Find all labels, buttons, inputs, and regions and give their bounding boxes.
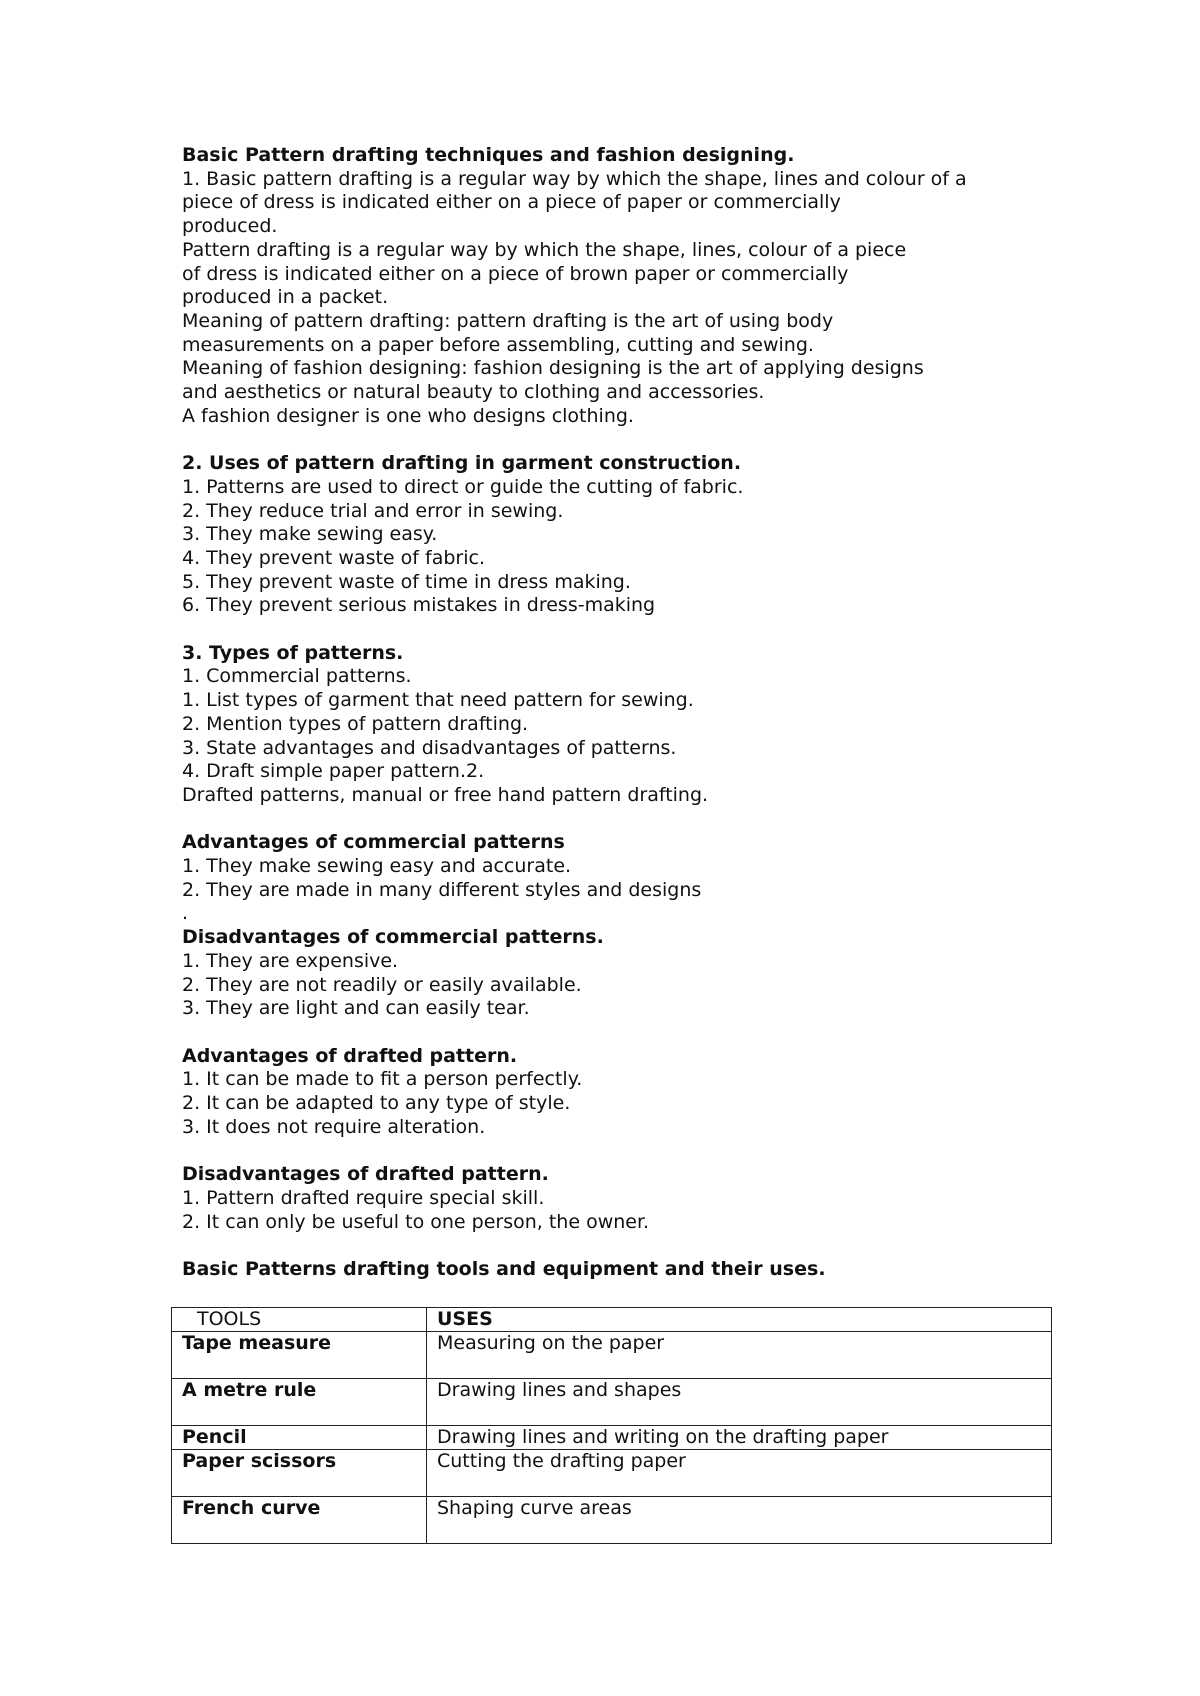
text-line: Pattern drafting is a regular way by which the shape, lines, colour of a piece [182,238,907,261]
section-heading-types: 3. Types of patterns. [182,641,404,664]
section-heading-adv-commercial: Advantages of commercial patterns [182,831,565,854]
text-line: and aesthetics or natural beauty to clothing and accessories. [182,381,765,404]
table-cell-use: Measuring on the paper [427,1332,1052,1379]
list-item: 3. State advantages and disadvantages of patterns. [182,736,677,759]
document-title: Basic Pattern drafting techniques and fashion designing. [182,144,795,166]
table-cell-use: Drawing lines and shapes [427,1379,1052,1426]
table-cell-tool: A metre rule [172,1379,427,1426]
list-item: 2. They are made in many different styles and designs [182,878,702,901]
list-item: 2. They reduce trial and error in sewing. [182,499,564,522]
text-line: 1. Basic pattern drafting is a regular way by which the shape, lines and colour of a [182,167,967,190]
paragraph-spacer [182,1234,1062,1258]
paragraph-spacer [182,1021,1062,1045]
table-cell-use: Shaping curve areas [427,1497,1052,1544]
table-cell-use: Cutting the drafting paper [427,1450,1052,1497]
list-item: 1. Patterns are used to direct or guide the cutting of fabric. [182,475,744,498]
list-item: 1. It can be made to fit a person perfectly. [182,1068,583,1091]
list-item: 1. Pattern drafted require special skill. [182,1186,545,1209]
list-item: 2. It can be adapted to any type of style. [182,1092,571,1115]
text-line: Meaning of pattern drafting: pattern drafting is the art of using body [182,309,834,332]
table-row [172,1426,1052,1450]
section-heading-adv-drafted: Advantages of drafted pattern. [182,1044,518,1067]
table-row [172,1332,1052,1379]
list-item: 2. Mention types of pattern drafting. [182,712,529,735]
text-line: measurements on a paper before assembling, cutting and sewing. [182,333,814,356]
tools-table [171,1307,1052,1544]
list-item: 4. They prevent waste of fabric. [182,546,485,569]
table-cell-tool: Paper scissors [172,1450,427,1497]
table-header-row [172,1308,1052,1332]
text-line: Meaning of fashion designing: fashion designing is the art of applying designs [182,357,924,380]
table-cell-use: Drawing lines and writing on the drafting paper [427,1426,1052,1450]
list-item: 5. They prevent waste of time in dress making. [182,570,631,593]
section-heading-tools: Basic Patterns drafting tools and equipment and their uses. [182,1257,826,1280]
text-line: piece of dress is indicated either on a piece of paper or commercially [182,191,841,214]
text-line: produced. [182,215,278,238]
paragraph-spacer [182,428,1062,452]
text-line: produced in a packet. [182,286,389,309]
paragraph-spacer [182,1139,1062,1163]
section-heading-disadv-drafted: Disadvantages of drafted pattern. [182,1163,549,1186]
text-line: A fashion designer is one who designs clothing. [182,404,634,427]
list-item: 3. It does not require alteration. [182,1115,486,1138]
list-item: 1. They make sewing easy and accurate. [182,855,572,878]
list-item: 2. It can only be useful to one person, the owner. [182,1210,650,1233]
section-heading-uses: 2. Uses of pattern drafting in garment construction. [182,452,742,475]
table-cell-tool: French curve [172,1497,427,1544]
list-item: 1. List types of garment that need pattern for sewing. [182,689,694,712]
table-row [172,1497,1052,1544]
list-item: 3. They are light and can easily tear. [182,997,530,1020]
table-cell-tool: Tape measure [172,1332,427,1379]
document-body [182,144,1062,1282]
list-item: 1. They are expensive. [182,949,399,972]
paragraph-spacer [182,808,1062,832]
table-row [172,1450,1052,1497]
list-item: 4. Draft simple paper pattern.2. [182,760,485,783]
list-item: 3. They make sewing easy. [182,523,438,546]
text-line: of dress is indicated either on a piece of brown paper or commercially [182,262,849,285]
tools-table-container [171,1307,1052,1544]
section-heading-disadv-commercial: Disadvantages of commercial patterns. [182,926,604,949]
list-item: 2. They are not readily or easily available. [182,973,582,996]
list-item: . [182,902,189,925]
table-header-uses: USES [427,1308,1052,1332]
table-row [172,1379,1052,1426]
list-item: Drafted patterns, manual or free hand pattern drafting. [182,783,709,806]
table-cell-tool: Pencil [172,1426,427,1450]
paragraph-spacer [182,618,1062,642]
list-item: 1. Commercial patterns. [182,665,412,688]
list-item: 6. They prevent serious mistakes in dress-making [182,594,656,617]
table-header-tools: TOOLS [172,1308,427,1332]
